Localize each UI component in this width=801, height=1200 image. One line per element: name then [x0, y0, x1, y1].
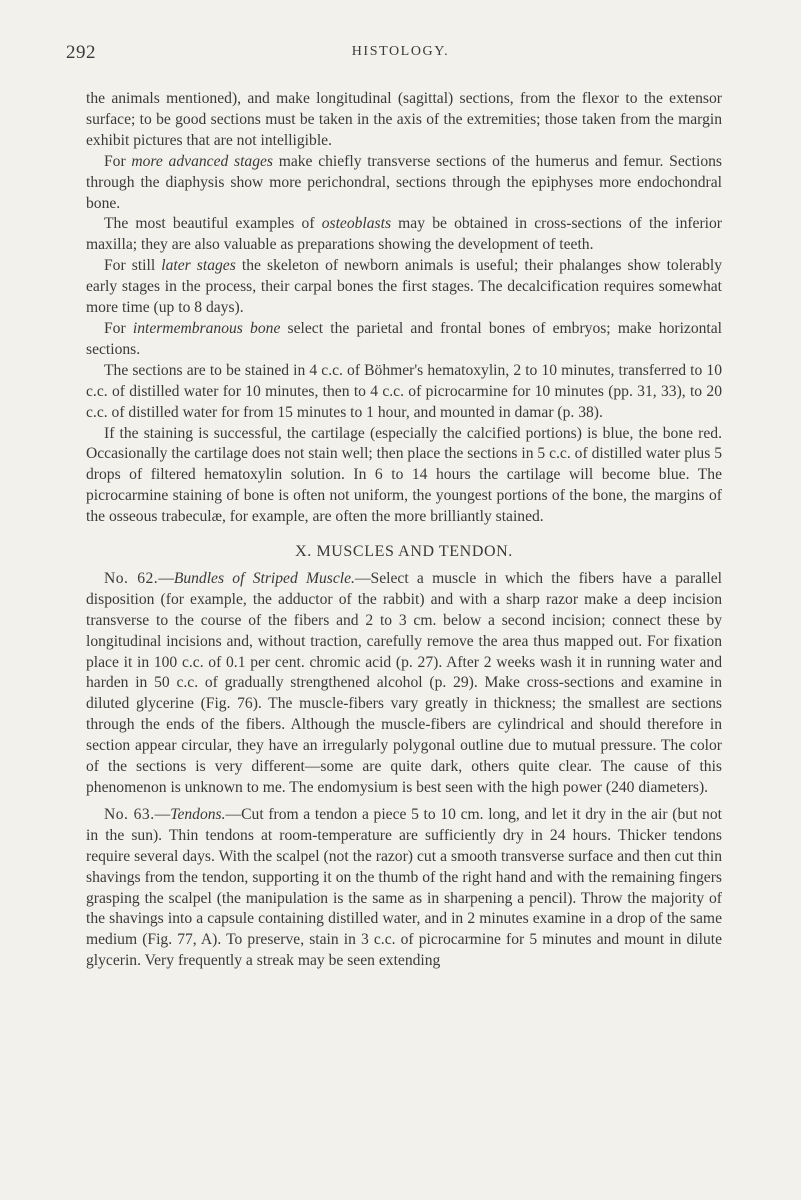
- italic-term: intermembranous bone: [132, 319, 281, 337]
- paragraph-text: may be obtained in cross-sections of the inferior maxilla; they are also valuable as preparations showing the development of teeth.: [86, 215, 722, 254]
- paragraph-staining: [86, 361, 722, 424]
- paragraph-later-stages: [86, 256, 722, 319]
- paragraph-text: the skeleton of newborn animals is useful; their phalanges show tolerably early stages in the process, their carpal bones the first stages. The decalcification requires somewhat more time (up to 8 days).: [86, 257, 722, 317]
- body-text: [86, 89, 722, 972]
- section-heading: X. MUSCLES AND TENDON.: [295, 543, 513, 561]
- italic-term: more advanced stages: [131, 152, 273, 170]
- paragraph-staining-result: [86, 424, 722, 529]
- entry-62: No. 62.—Bundles of Striped Muscle.—Select a muscle in which the fibers have a parallel disposition (for example, the adductor of the rabbit) and with a sharp razor make a deep incision transverse to the course of the fibers and 2 to 3 cm. below a second incision; connect these by longitudinal incisions and, without traction, carefully remove the area thus mapped out. For fixation place it in 100 c.c. of 0.1 per cent. chromic acid (p. 27). After 2 weeks wash it in running water and harden in 50 c.c. of gradually strengthened alcohol (p. 29). Make cross-sections and examine in diluted glycerine (Fig. 76). The muscle-fibers vary greatly in thickness; the smallest are sections through the ends of the fibers. Although the muscle-fibers are cylindrical and should therefore in section appear circular, they have an irregularly polygonal outline due to mutual pressure. The color of the sections is very different—some are quite dark, others quite clear. The cause of this phenomenon is unknown to me. The endomysium is best seen with the high power (240 diameters).: [86, 569, 722, 796]
- entry-title: Tendons.: [170, 805, 226, 823]
- paragraph-intermembranous-bone: [86, 319, 722, 361]
- paragraph-text: select the parietal and frontal bones of embryos; make horizontal sections.: [86, 319, 722, 358]
- entry-63: No. 63.—Tendons.—Cut from a tendon a piece 5 to 10 cm. long, and let it dry in the air (but not in the sun). Thin tendons at room-temperature are sufficiently dry in 24 hours. Thicker tendons require several days. With the scalpel (not the razor) cut a smooth transverse surface and then cut thin shavings from the tendon, supporting it on the thumb of the right hand and with the remaining fingers grasping the scalpel (the manipulation is the same as in sharpening a pencil). Throw the majority of the shavings into a capsule containing distilled water, and in 2 minutes examine in a drop of the same medium (Fig. 77, A). To preserve, stain in 3 c.c. of picrocarmine for 5 minutes and mount in dilute glycerin. Very frequently a streak may be seen extending: [86, 805, 722, 970]
- running-head: HISTOLOGY.: [351, 44, 450, 59]
- entry-number: No. 63.: [104, 805, 155, 823]
- paragraph-lead: The most beautiful examples of: [104, 215, 322, 233]
- entry-title: Bundles of Striped Muscle.: [173, 569, 355, 587]
- paragraph-continued: [86, 89, 722, 152]
- paragraph-lead: For: [104, 152, 132, 170]
- paragraph-advanced-stages: [86, 152, 722, 215]
- paragraph-text: make chiefly transverse sections of the humerus and femur. Sections through the diaphysis show more perichondral, sections through the epiphyses more endochondral bone.: [86, 152, 722, 212]
- entry-number: No. 62.: [104, 569, 159, 587]
- page-number: 292: [66, 42, 96, 63]
- italic-term: later stages: [161, 257, 236, 275]
- paragraph-lead: For: [104, 319, 133, 337]
- paragraph-text: the animals mentioned), and make longitudinal (sagittal) sections, from the flexor to the extensor surface; to be good sections must be taken in the axis of the extremities; those taken from the margin exhibit pictures that are not intelligible.: [86, 90, 722, 149]
- paragraph-osteoblasts: [86, 214, 722, 256]
- paragraph-lead: For still: [104, 257, 162, 275]
- paragraph-text: If the staining is successful, the cartilage (especially the calcified portions) is blue, the bone red. Occasionally the cartilage does not stain well; then place the sections in 5 c.c. of distilled water plus 5 drops of filtered hematoxylin solution. In 6 to 14 hours the cartilage will become blue. The picrocarmine staining of bone is often not uniform, the youngest portions of the bone, the margins of the osseous trabeculæ, for example, are often the more brilliantly stained.: [86, 424, 722, 526]
- entry-text: Select a muscle in which the fibers have a parallel disposition (for example, the adductor of the rabbit) and with a sharp razor make a deep incision transverse to the course of the fibers and 2 to 3 cm. below a second incision; connect these by longitudinal incisions and, without traction, carefully remove the area thus mapped out. For fixation place it in 100 c.c. of 0.1 per cent. chromic acid (p. 27). After 2 weeks wash it in running water and harden in 50 c.c. of gradually strengthened alcohol (p. 29). Make cross-sections and examine in diluted glycerine (Fig. 76). The muscle-fibers vary greatly in thickness; the smallest are sections through the ends of the fibers. Although the muscle-fibers are cylindrical and should therefore in section appear circular, they have an irregularly polygonal outline due to mutual pressure. The color of the sections is very different—some are quite dark, others quite clear. The cause of this phenomenon is unknown to me. The endomysium is best seen with the high power (240 diameters).: [86, 569, 722, 796]
- paragraph-text: The sections are to be stained in 4 c.c. of Böhmer's hematoxylin, 2 to 10 minutes, transferred to 10 c.c. of distilled water for 10 minutes, then to 4 c.c. of picrocarmine for 10 minutes (pp. 31, 33), to 20 c.c. of distilled water for from 15 minutes to 1 hour, and mounted in damar (p. 38).: [86, 361, 722, 421]
- italic-term: osteoblasts: [321, 215, 392, 233]
- entry-text: Cut from a tendon a piece 5 to 10 cm. long, and let it dry in the air (but not in the sun). Thin tendons at room-temperature are sufficiently dry in 24 hours. Thicker tendons require several days. With the scalpel (not the razor) cut a smooth transverse surface and then cut thin shavings from the tendon, supporting it on the thumb of the right hand and with the remaining fingers grasping the scalpel (the manipulation is the same as in sharpening a pencil). Throw the majority of the shavings into a capsule containing distilled water, and in 2 minutes examine in a drop of the same medium (Fig. 77, A). To preserve, stain in 3 c.c. of picrocarmine for 5 minutes and mount in dilute glycerin. Very frequently a streak may be seen extending: [86, 805, 722, 970]
- page-header: [0, 42, 801, 66]
